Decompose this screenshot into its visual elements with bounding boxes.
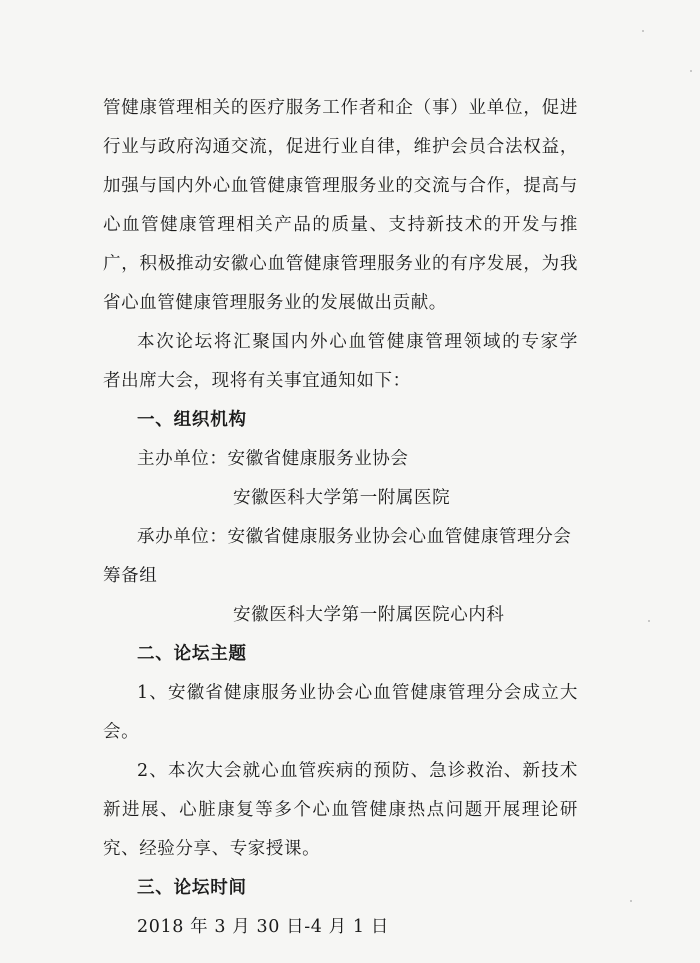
scan-speck <box>648 620 650 622</box>
section-heading: 三、论坛时间 <box>137 878 247 898</box>
host-line-2: 安徽医科大学第一附属医院 <box>233 488 451 508</box>
organizer-line-cont: 筹备组 <box>103 566 158 586</box>
paragraph-line: 本次论坛将汇聚国内外心血管健康管理领域的专家学 <box>137 332 578 352</box>
organizer-line-2: 安徽医科大学第一附属医院心内科 <box>233 605 505 625</box>
topic-item-line: 新进展、心脏康复等多个心血管健康热点问题开展理论研 <box>103 800 578 820</box>
paragraph-line: 广，积极推动安徽心血管健康管理服务业的有序发展，为我 <box>103 254 578 274</box>
paragraph-line: 行业与政府沟通交流，促进行业自律，维护会员合法权益， <box>103 137 578 157</box>
section-heading: 二、论坛主题 <box>137 644 247 664</box>
scan-speck <box>642 30 644 32</box>
topic-item-line: 1、安徽省健康服务业协会心血管健康管理分会成立大 <box>137 683 578 703</box>
paragraph-line: 省心血管健康管理服务业的发展做出贡献。 <box>103 293 447 313</box>
paragraph-line: 管健康管理相关的医疗服务工作者和企（事）业单位，促进 <box>103 98 578 118</box>
topic-item-line: 究、经验分享、专家授课。 <box>103 839 321 859</box>
host-line: 主办单位：安徽省健康服务业协会 <box>137 449 409 469</box>
forum-date: 2018 年 3 月 30 日-4 月 1 日 <box>137 917 389 937</box>
organizer-line: 承办单位：安徽省健康服务业协会心血管健康管理分会 <box>137 527 572 547</box>
paragraph-line: 者出席大会，现将有关事宜通知如下： <box>103 371 411 391</box>
topic-item-line: 会。 <box>103 722 140 742</box>
scan-speck <box>630 900 632 902</box>
paragraph-line: 加强与国内外心血管健康管理服务业的交流与合作，提高与 <box>103 176 578 196</box>
topic-item-line: 2、本次大会就心血管疾病的预防、急诊救治、新技术 <box>137 761 578 781</box>
section-heading: 一、组织机构 <box>137 410 247 430</box>
paragraph-line: 心血管健康管理相关产品的质量、支持新技术的开发与推 <box>103 215 578 235</box>
scan-speck <box>690 70 692 72</box>
